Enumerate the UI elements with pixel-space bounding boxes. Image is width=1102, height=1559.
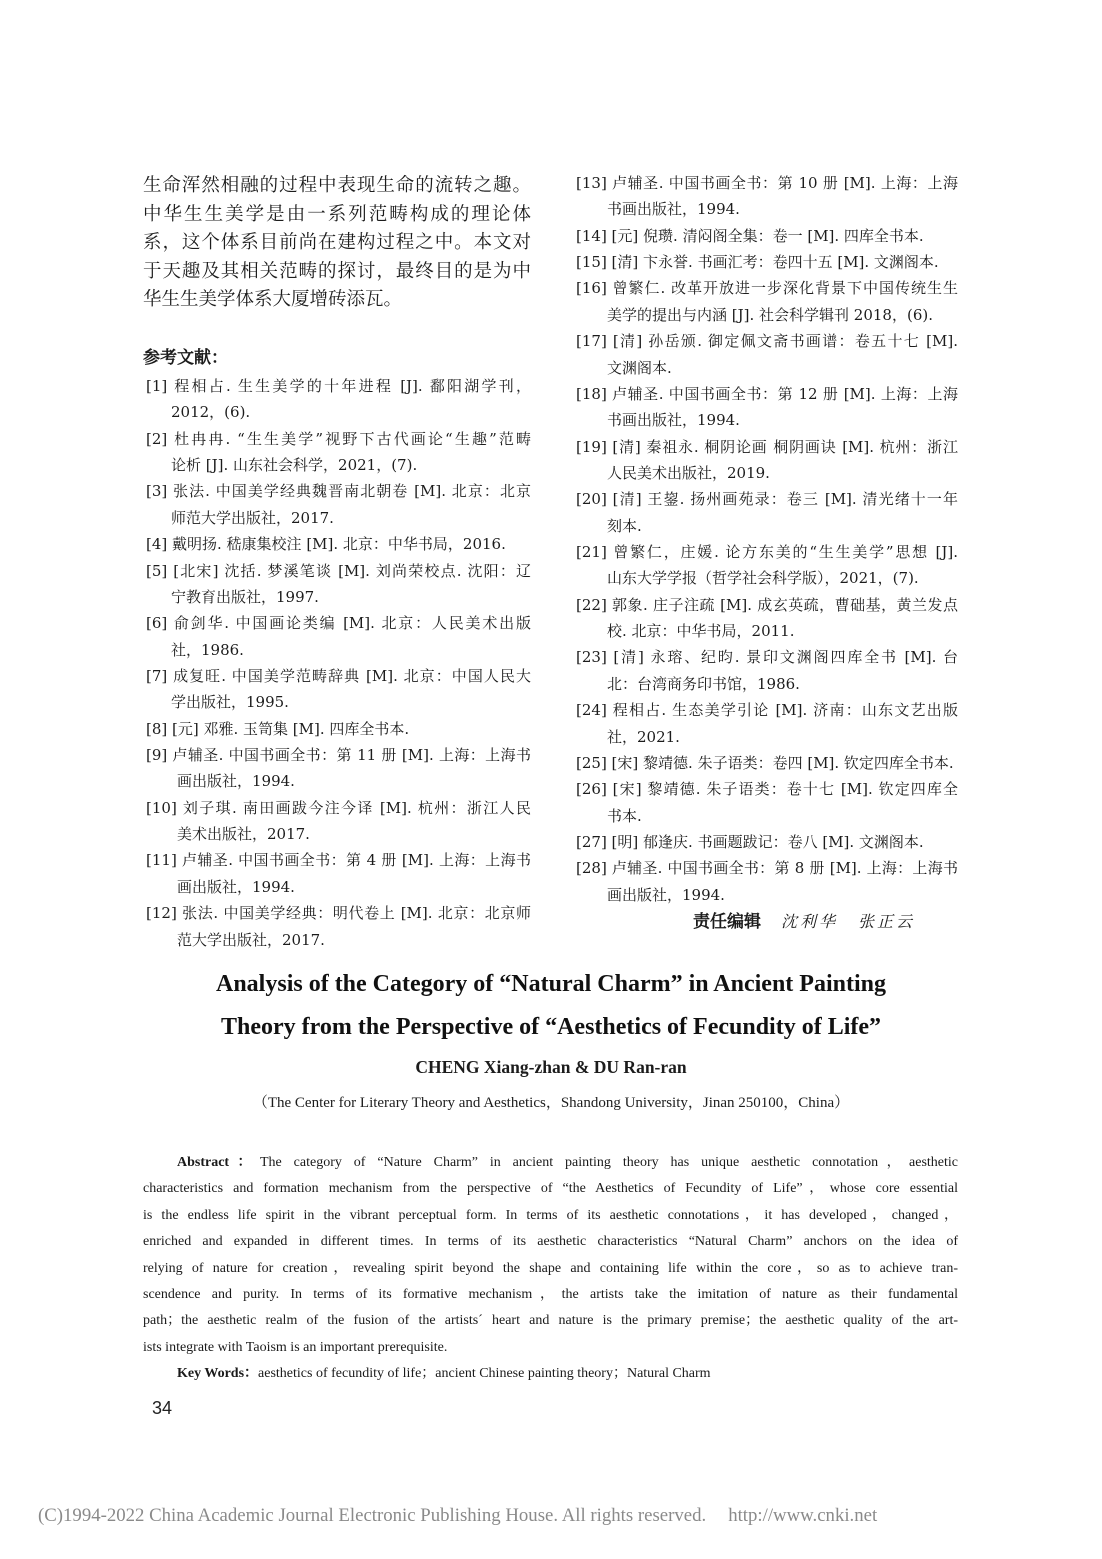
reference-line: [23] [清] 永瑢、纪昀. 景印文渊阁四库全书 [M]. 台 (576, 648, 958, 667)
reference-item (576, 592, 958, 645)
reference-line: [17] [清] 孙岳颁. 御定佩文斋书画谱：卷五十七 [M]. (576, 332, 958, 351)
reference-item (576, 697, 958, 750)
editor-credit (693, 908, 915, 936)
abstract-line: is the endless life spirit in the vibrant perceptual form. In terms of its aesthetic connotations，it has developed，changed， (143, 1207, 958, 1223)
body-line: 于天趣及其相关范畴的探讨，最终目的是为中 (143, 260, 531, 282)
reference-line: [14] [元] 倪瓒. 清闷阁全集：卷一 [M]. 四库全书本. (576, 226, 924, 245)
page-number: 34 (152, 1398, 173, 1418)
body-paragraph (143, 172, 531, 315)
reference-line: [6] 俞剑华. 中国画论类编 [M]. 北京：人民美术出版 (146, 614, 531, 633)
editor-label: 责任编辑 (693, 912, 761, 932)
abstract-line: relying of nature for creation，revealing spirit beyond the shape and containing life within the core，so as to achieve tran- (143, 1260, 958, 1276)
reference-item (146, 558, 531, 611)
reference-line: 画出版社，1994. (177, 877, 295, 896)
reference-line: [27] [明] 郁逢庆. 书画题跋记：卷八 [M]. 文渊阁本. (576, 832, 924, 851)
reference-item (576, 539, 958, 592)
reference-line: 文渊阁本. (607, 358, 672, 377)
reference-line: [25] [宋] 黎靖德. 朱子语类：卷四 [M]. 钦定四库全书本. (576, 753, 954, 772)
reference-item (576, 381, 958, 434)
reference-line: [3] 张法. 中国美学经典魏晋南北朝卷 [M]. 北京：北京 (146, 482, 531, 501)
reference-line: [24] 程相占. 生态美学引论 [M]. 济南：山东文艺出版 (576, 701, 958, 720)
keywords-line (143, 1361, 958, 1387)
reference-item (146, 610, 531, 663)
footer (38, 1503, 877, 1529)
reference-line: [20] [清] 王鋆. 扬州画苑录：卷三 [M]. 清光绪十一年 (576, 490, 958, 509)
reference-line: 2012，(6). (171, 403, 251, 422)
reference-line: 学出版社，1995. (171, 693, 289, 712)
reference-item (146, 478, 531, 531)
body-line: 生命浑然相融的过程中表现生命的流转之趣。 (143, 175, 531, 196)
reference-line: [11] 卢辅圣. 中国书画全书：第 4 册 [M]. 上海：上海书 (146, 851, 531, 870)
reference-item (576, 486, 958, 539)
reference-line: [10] 刘子琪. 南田画跋今注今译 [M]. 杭州：浙江人民 (146, 798, 531, 817)
reference-line: [12] 张法. 中国美学经典：明代卷上 [M]. 北京：北京师 (146, 904, 531, 923)
abstract-label: Abstract： (177, 1155, 260, 1170)
reference-line: 师范大学出版社，2017. (171, 508, 334, 527)
affiliation: （The Center for Literary Theory and Aesthetics，Shandong University，Jinan 250100，China） (252, 1095, 850, 1111)
reference-item (576, 434, 958, 487)
editor-name: 沈利华 (781, 912, 839, 931)
reference-item (576, 829, 958, 855)
reference-list-right (576, 170, 958, 908)
reference-item (146, 742, 531, 795)
keywords-text: aesthetics of fecundity of life；ancient Chinese painting theory；Natural Charm (258, 1366, 711, 1382)
reference-line: [22] 郭象. 庄子注疏 [M]. 成玄英疏，曹础基，黄兰发点 (576, 595, 958, 614)
reference-item (576, 223, 958, 249)
reference-line: 山东大学学报（哲学社会科学版），2021，(7). (607, 569, 919, 588)
reference-item (146, 847, 531, 900)
abstract-line (143, 1150, 958, 1176)
abstract-line: characteristics and formation mechanism from the perspective of “the Aesthetics of Fecundity of Life”，whose core essential (143, 1181, 958, 1197)
reference-item (576, 275, 958, 328)
abstract-line: path；the aesthetic realm of the fusion of the artists´ heart and nature is the primary premise；the aesthetic quality of the art- (143, 1313, 958, 1329)
reference-item (576, 170, 958, 223)
reference-line: [8] [元] 邓雅. 玉笥集 [M]. 四库全书本. (146, 719, 410, 738)
abstract (143, 1150, 958, 1388)
reference-line: [26] [宋] 黎靖德. 朱子语类：卷十七 [M]. 钦定四库全 (576, 780, 958, 799)
reference-line: 社，2021. (607, 727, 680, 746)
reference-line: [13] 卢辅圣. 中国书画全书：第 10 册 [M]. 上海：上海 (576, 174, 958, 192)
reference-line: 校. 北京：中华书局，2011. (607, 622, 795, 641)
abstract-line: scendence and purity. In terms of its formative mechanism，the artists take the imitation of nature as their fundamental (143, 1286, 958, 1302)
footer-copyright: (C)1994-2022 China Academic Journal Electronic Publishing House. All rights reserved. (38, 1505, 707, 1526)
reference-list-left (146, 373, 531, 953)
reference-line: 刻本. (607, 516, 642, 535)
reference-line: 人民美术出版社，2019. (607, 463, 770, 482)
reference-item (576, 328, 958, 381)
abstract-line: ists integrate with Taoism is an important prerequisite. (143, 1339, 448, 1355)
reference-item (146, 900, 531, 953)
reference-item (146, 426, 531, 479)
keywords-label: Key Words： (177, 1366, 259, 1382)
reference-line: [5] [北宋] 沈括. 梦溪笔谈 [M]. 刘尚荣校点. 沈阳：辽 (146, 561, 531, 580)
reference-item (576, 855, 958, 908)
reference-line: [4] 戴明扬. 嵇康集校注 [M]. 北京：中华书局，2016. (146, 535, 506, 554)
reference-line: [19] [清] 秦祖永. 桐阴论画 桐阴画诀 [M]. 杭州：浙江 (576, 437, 958, 456)
reference-item (146, 373, 531, 426)
reference-line: 画出版社，1994. (607, 885, 725, 904)
abstract-text: The category of “Nature Charm” in ancient painting theory has unique aesthetic connotation，aesthetic (259, 1155, 958, 1170)
reference-line: 论析 [J]. 山东社会科学，2021，(7). (171, 456, 418, 475)
reference-item (576, 776, 958, 829)
reference-line: 北：台湾商务印书馆，1986. (607, 674, 800, 693)
reference-line: [2] 杜冉冉. “生生美学”视野下古代画论“生趣”范畴 (146, 429, 531, 448)
reference-line: 书画出版社，1994. (607, 411, 740, 430)
editor-name: 张正云 (858, 912, 916, 931)
reference-line: [16] 曾繁仁. 改革开放进一步深化背景下中国传统生生 (576, 279, 958, 298)
reference-line: [28] 卢辅圣. 中国书画全书：第 8 册 [M]. 上海：上海书 (576, 859, 958, 878)
english-title (0, 963, 1102, 1049)
author-line: CHENG Xiang-zhan & DU Ran-ran (415, 1057, 687, 1077)
title-line: Analysis of the Category of “Natural Charm” in Ancient Painting (216, 971, 886, 997)
reference-line: [21] 曾繁仁，庄媛. 论方东美的“生生美学”思想 [J]. (576, 543, 958, 562)
reference-item (576, 644, 958, 697)
reference-item (576, 750, 958, 776)
reference-item (576, 249, 958, 275)
reference-line: [7] 成复旺. 中国美学范畴辞典 [M]. 北京：中国人民大 (146, 666, 531, 685)
reference-item (146, 663, 531, 716)
reference-item (146, 795, 531, 848)
body-line: 系，这个体系目前尚在建构过程之中。本文对 (143, 232, 531, 253)
abstract-line: enriched and expanded in different times. In terms of its aesthetic characteristics “Natural Charm” anchors on the idea of (143, 1234, 958, 1250)
reference-line: 范大学出版社，2017. (177, 930, 325, 949)
reference-line: [1] 程相占. 生生美学的十年进程 [J]. 鄱阳湖学刊， (146, 377, 531, 395)
references-heading: 参考文献： (143, 348, 228, 368)
body-line: 中华生生美学是由一系列范畴构成的理论体 (143, 203, 531, 225)
reference-line: 画出版社，1994. (177, 772, 295, 791)
reference-item (146, 716, 531, 742)
reference-line: 宁教育出版社，1997. (171, 587, 319, 606)
reference-line: 美学的提出与内涵 [J]. 社会科学辑刊 2018，(6). (607, 305, 933, 324)
reference-item (146, 531, 531, 557)
body-line: 华生生美学体系大厦增砖添瓦。 (143, 289, 403, 310)
reference-line: [15] [清] 卞永誉. 书画汇考：卷四十五 [M]. 文渊阁本. (576, 253, 939, 272)
reference-line: 社，1986. (171, 640, 244, 659)
reference-line: 美术出版社，2017. (177, 825, 310, 844)
reference-line: [9] 卢辅圣. 中国书画全书：第 11 册 [M]. 上海：上海书 (146, 746, 531, 765)
reference-line: 书画出版社，1994. (607, 200, 740, 219)
reference-line: [18] 卢辅圣. 中国书画全书：第 12 册 [M]. 上海：上海 (576, 384, 958, 403)
footer-url: http://www.cnki.net (728, 1505, 878, 1526)
reference-line: 书本. (607, 806, 642, 825)
title-line: Theory from the Perspective of “Aesthetics of Fecundity of Life” (220, 1014, 882, 1040)
